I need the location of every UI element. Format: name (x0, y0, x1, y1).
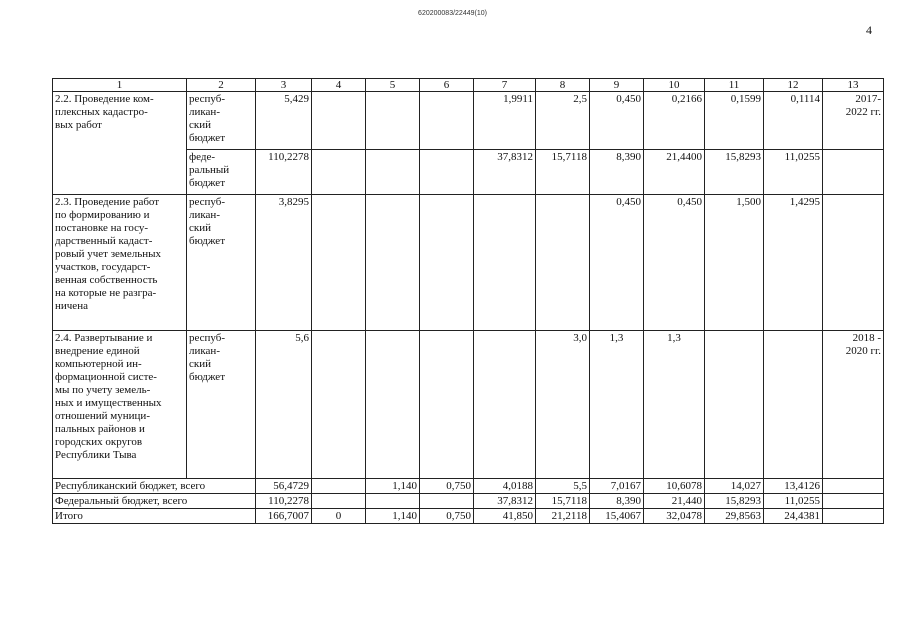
value-cell: 5,6 (256, 331, 312, 479)
column-number: 1 (53, 79, 187, 92)
period-cell (823, 195, 884, 331)
period-cell (823, 494, 884, 509)
column-number: 6 (420, 79, 474, 92)
total-label: Республиканский бюджет, всего (53, 479, 256, 494)
value-cell: 29,8563 (705, 509, 764, 524)
funding-source: феде- ральный бюджет (187, 150, 256, 195)
period-cell (823, 479, 884, 494)
value-cell: 1,140 (366, 479, 420, 494)
total-row-grand (53, 509, 884, 524)
value-cell: 0,450 (590, 92, 644, 150)
value-cell: 13,4126 (764, 479, 823, 494)
value-cell: 15,8293 (705, 150, 764, 195)
value-cell: 8,390 (590, 494, 644, 509)
column-number: 7 (474, 79, 536, 92)
column-number: 5 (366, 79, 420, 92)
value-cell: 7,0167 (590, 479, 644, 494)
value-cell: 1,140 (366, 509, 420, 524)
value-cell: 0 (312, 509, 366, 524)
value-cell: 41,850 (474, 509, 536, 524)
value-cell: 15,8293 (705, 494, 764, 509)
budget-table (52, 78, 884, 524)
value-cell: 166,7007 (256, 509, 312, 524)
value-cell: 5,5 (536, 479, 590, 494)
value-cell: 0,450 (590, 195, 644, 331)
period-cell (823, 509, 884, 524)
value-cell (420, 195, 474, 331)
value-cell: 0,2166 (644, 92, 705, 150)
value-cell (474, 195, 536, 331)
column-number: 13 (823, 79, 884, 92)
value-cell: 24,4381 (764, 509, 823, 524)
value-cell: 15,7118 (536, 150, 590, 195)
value-cell: 3,8295 (256, 195, 312, 331)
column-number: 10 (644, 79, 705, 92)
column-number: 12 (764, 79, 823, 92)
value-cell: 32,0478 (644, 509, 705, 524)
funding-source: респуб- ликан- ский бюджет (187, 195, 256, 331)
column-number: 4 (312, 79, 366, 92)
value-cell (420, 150, 474, 195)
value-cell (366, 150, 420, 195)
value-cell: 3,0 (536, 331, 590, 479)
value-cell (312, 150, 366, 195)
value-cell (312, 331, 366, 479)
document-code: 620200083/22449(10) (418, 10, 487, 17)
value-cell (764, 331, 823, 479)
value-cell (312, 195, 366, 331)
value-cell: 10,6078 (644, 479, 705, 494)
value-cell (366, 195, 420, 331)
total-row-republican (53, 479, 884, 494)
funding-source: респуб- ликан- ский бюджет (187, 331, 256, 479)
value-cell: 15,4067 (590, 509, 644, 524)
value-cell (312, 479, 366, 494)
column-number: 3 (256, 79, 312, 92)
value-cell: 0,750 (420, 479, 474, 494)
value-cell (420, 92, 474, 150)
item-name: 2.3. Проведение работ по формированию и постановке на госу- дарственный кадаст- ровый учет земельных участков, государст- венная собственность на которые не разгра- ничена (53, 195, 187, 331)
value-cell: 0,450 (644, 195, 705, 331)
value-cell: 11,0255 (764, 494, 823, 509)
value-cell (366, 92, 420, 150)
column-number-row (53, 79, 884, 92)
value-cell (366, 494, 420, 509)
value-cell (366, 331, 420, 479)
value-cell (312, 92, 366, 150)
value-cell: 2,5 (536, 92, 590, 150)
column-number: 9 (590, 79, 644, 92)
value-cell: 8,390 (590, 150, 644, 195)
column-number: 2 (187, 79, 256, 92)
table-row (53, 92, 884, 150)
total-label: Федеральный бюджет, всего (53, 494, 256, 509)
value-cell (420, 494, 474, 509)
period-cell (823, 150, 884, 195)
item-name: 2.4. Развертывание и внедрение единой компьютерной ин- формационной систе- мы по учету земель- ных и имущественных отношений муници- пальных районов и городских округов Республики Тыва (53, 331, 187, 479)
value-cell: 37,8312 (474, 150, 536, 195)
value-cell (420, 331, 474, 479)
value-cell: 0,1599 (705, 92, 764, 150)
value-cell (474, 331, 536, 479)
value-cell: 21,4400 (644, 150, 705, 195)
column-number: 11 (705, 79, 764, 92)
value-cell: 110,2278 (256, 494, 312, 509)
period-cell: 2018 - 2020 гг. (823, 331, 884, 479)
value-cell (312, 494, 366, 509)
value-cell: 37,8312 (474, 494, 536, 509)
value-cell: 14,027 (705, 479, 764, 494)
value-cell: 0,1114 (764, 92, 823, 150)
table-row (53, 195, 884, 331)
value-cell: 21,440 (644, 494, 705, 509)
value-cell: 1,3 (590, 331, 644, 479)
value-cell: 1,4295 (764, 195, 823, 331)
item-name: 2.2. Проведение ком- плексных кадастро- вых работ (53, 92, 187, 195)
value-cell: 1,500 (705, 195, 764, 331)
total-label: Итого (53, 509, 256, 524)
table-row (53, 331, 884, 479)
funding-source: респуб- ликан- ский бюджет (187, 92, 256, 150)
value-cell: 11,0255 (764, 150, 823, 195)
value-cell: 1,9911 (474, 92, 536, 150)
value-cell: 4,0188 (474, 479, 536, 494)
value-cell: 15,7118 (536, 494, 590, 509)
value-cell (536, 195, 590, 331)
total-row-federal (53, 494, 884, 509)
value-cell: 5,429 (256, 92, 312, 150)
value-cell: 56,4729 (256, 479, 312, 494)
page-number: 4 (866, 23, 872, 37)
value-cell (705, 331, 764, 479)
value-cell: 21,2118 (536, 509, 590, 524)
period-cell: 2017- 2022 гг. (823, 92, 884, 150)
value-cell: 110,2278 (256, 150, 312, 195)
value-cell: 0,750 (420, 509, 474, 524)
column-number: 8 (536, 79, 590, 92)
value-cell: 1,3 (644, 331, 705, 479)
